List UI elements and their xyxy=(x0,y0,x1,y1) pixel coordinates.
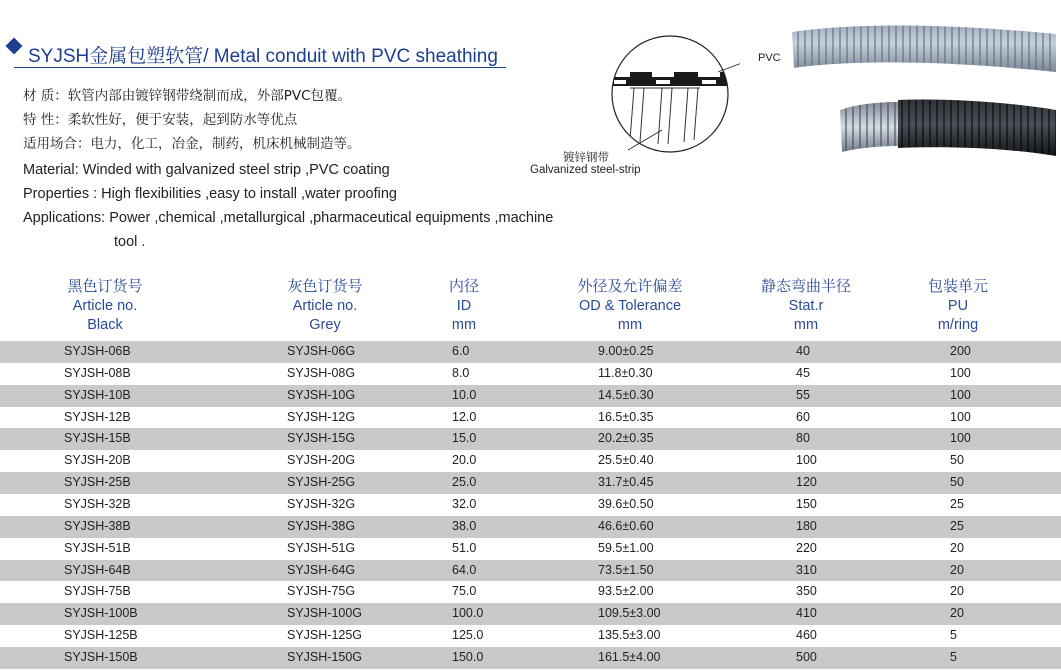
cell-od-tolerance: 39.6±0.50 xyxy=(598,497,654,512)
cell-od-tolerance: 46.6±0.60 xyxy=(598,518,654,533)
cell-id: 20.0 xyxy=(452,453,477,468)
header-pu xyxy=(898,277,1018,336)
cell-article-black: SYJSH-25B xyxy=(64,475,131,490)
cell-article-black: SYJSH-15B xyxy=(64,431,131,446)
header-en: ID xyxy=(456,297,472,314)
cell-article-grey: SYJSH-06G xyxy=(287,344,356,358)
header-article-grey xyxy=(250,277,400,336)
cell-id: 12.0 xyxy=(452,409,477,424)
header-en: Stat.r xyxy=(788,297,824,314)
cell-article-grey: SYJSH-100G xyxy=(287,606,363,621)
cell-id: 32.0 xyxy=(452,497,477,512)
cell-article-black: SYJSH-20B xyxy=(64,453,131,468)
cell-stat-r: 180 xyxy=(796,518,817,533)
cell-id: 10.0 xyxy=(452,387,477,402)
cell-article-grey: SYJSH-12G xyxy=(287,409,356,424)
cell-article-grey: SYJSH-25G xyxy=(287,475,356,490)
cell-stat-r: 150 xyxy=(796,497,817,512)
cell-od-tolerance: 14.5±0.30 xyxy=(598,387,654,402)
cell-pu: 100 xyxy=(950,387,971,402)
pvc-label: PVC xyxy=(758,52,781,64)
cell-od-tolerance: 16.5±0.35 xyxy=(598,409,654,424)
table-row xyxy=(0,647,1061,669)
cell-article-black: SYJSH-100B xyxy=(64,606,138,621)
cell-article-grey: SYJSH-32G xyxy=(287,497,356,512)
table-row xyxy=(0,407,1061,429)
cell-stat-r: 460 xyxy=(796,628,817,643)
cell-article-grey: SYJSH-75G xyxy=(287,584,356,599)
cell-pu: 20 xyxy=(950,540,964,555)
cell-pu: 20 xyxy=(950,562,964,577)
cell-stat-r: 100 xyxy=(796,453,817,468)
header-cn: 灰色订货号 xyxy=(287,277,363,295)
table-row xyxy=(0,494,1061,516)
cross-section-diagram xyxy=(600,30,740,158)
cell-stat-r: 310 xyxy=(796,562,817,577)
header-en: PU xyxy=(947,297,969,314)
cell-pu: 5 xyxy=(950,628,957,643)
cell-article-black: SYJSH-150B xyxy=(64,650,138,665)
header-cn: 静态弯曲半径 xyxy=(760,277,851,295)
cell-id: 150.0 xyxy=(452,650,484,665)
cell-article-grey: SYJSH-08G xyxy=(287,365,356,380)
cell-pu: 25 xyxy=(950,497,964,512)
cell-article-black: SYJSH-12B xyxy=(64,409,131,424)
title-underline xyxy=(14,67,506,68)
table-row xyxy=(0,428,1061,450)
cell-article-black: SYJSH-38B xyxy=(64,518,131,533)
table-row xyxy=(0,581,1061,603)
cell-article-black: SYJSH-125B xyxy=(64,628,138,643)
header-unit: mm xyxy=(617,317,643,333)
cell-od-tolerance: 25.5±0.40 xyxy=(598,453,654,468)
cell-od-tolerance: 9.00±0.25 xyxy=(598,344,654,358)
cell-stat-r: 55 xyxy=(796,387,810,402)
cell-pu: 50 xyxy=(950,475,964,490)
cell-id: 25.0 xyxy=(452,475,477,490)
cell-pu: 100 xyxy=(950,409,971,424)
header-stat-r xyxy=(741,277,871,336)
cell-od-tolerance: 11.8±0.30 xyxy=(598,365,653,380)
table-row xyxy=(0,450,1061,472)
cell-id: 125.0 xyxy=(452,628,484,643)
info-properties-cn: 特 性：柔软性好，便于安装，起到防水等优点 xyxy=(23,112,298,128)
cell-pu: 20 xyxy=(950,584,964,599)
cell-article-black: SYJSH-64B xyxy=(64,562,131,577)
cell-od-tolerance: 59.5±1.00 xyxy=(598,540,654,555)
header-cn: 黑色订货号 xyxy=(67,277,143,295)
cell-stat-r: 410 xyxy=(796,606,817,621)
cell-article-grey: SYJSH-20G xyxy=(287,453,356,468)
cell-article-grey: SYJSH-150G xyxy=(287,650,363,665)
info-material-cn: 材 质：软管内部由镀锌钢带绕制而成，外部PVC包覆。 xyxy=(23,88,352,104)
cell-stat-r: 350 xyxy=(796,584,817,599)
table-row xyxy=(0,560,1061,582)
header-od-tolerance xyxy=(545,277,715,336)
cell-od-tolerance: 93.5±2.00 xyxy=(598,584,654,599)
cell-stat-r: 220 xyxy=(796,540,817,555)
cell-pu: 100 xyxy=(950,431,971,446)
steel-strip-label-cn: 镀锌钢带 xyxy=(563,150,609,164)
header-cn: 包装单元 xyxy=(927,277,988,295)
cell-article-grey: SYJSH-64G xyxy=(287,562,356,577)
header-cn: 内径 xyxy=(448,277,479,295)
cell-od-tolerance: 73.5±1.50 xyxy=(598,562,654,577)
table-row xyxy=(0,341,1061,363)
cell-pu: 20 xyxy=(950,606,964,621)
cell-stat-r: 60 xyxy=(796,409,810,424)
header-unit: mm xyxy=(793,317,819,333)
cell-id: 38.0 xyxy=(452,518,477,533)
header-en: Article no. xyxy=(72,297,138,314)
cell-pu: 25 xyxy=(950,518,964,533)
grey-conduit-photo xyxy=(790,14,1058,78)
cell-id: 75.0 xyxy=(452,584,477,599)
header-article-black xyxy=(30,277,180,336)
table-row xyxy=(0,538,1061,560)
cell-stat-r: 45 xyxy=(796,365,810,380)
cell-pu: 5 xyxy=(950,650,957,665)
cell-article-grey: SYJSH-38G xyxy=(287,518,356,533)
diamond-bullet-icon xyxy=(6,38,23,55)
header-id xyxy=(414,277,514,336)
header-unit: Grey xyxy=(309,317,341,333)
info-applications-en: Applications: Power ,chemical ,metallurgical ,pharmaceutical equipments ,machine xyxy=(23,210,554,226)
table-row xyxy=(0,472,1061,494)
cell-stat-r: 40 xyxy=(796,344,810,358)
header-en: Article no. xyxy=(292,297,358,314)
cell-id: 15.0 xyxy=(452,431,477,446)
cell-article-grey: SYJSH-15G xyxy=(287,431,356,446)
cell-pu: 200 xyxy=(950,344,971,358)
info-applications-cn: 适用场合：电力，化工，冶金，制药，机床机械制造等。 xyxy=(23,136,361,152)
cell-od-tolerance: 161.5±4.00 xyxy=(598,650,661,665)
header-unit: m/ring xyxy=(937,317,979,333)
cell-article-black: SYJSH-08B xyxy=(64,365,131,380)
cell-article-black: SYJSH-32B xyxy=(64,497,131,512)
spec-table xyxy=(0,341,1061,669)
cell-article-black: SYJSH-75B xyxy=(64,584,131,599)
cell-id: 51.0 xyxy=(452,540,477,555)
info-material-en: Material: Winded with galvanized steel strip ,PVC coating xyxy=(23,162,390,178)
table-row xyxy=(0,385,1061,407)
page-title-block xyxy=(6,38,498,70)
cell-id: 100.0 xyxy=(452,606,484,621)
header-en: OD & Tolerance xyxy=(578,297,682,314)
cell-pu: 100 xyxy=(950,365,971,380)
cell-od-tolerance: 20.2±0.35 xyxy=(598,431,654,446)
black-conduit-photo xyxy=(838,96,1058,158)
table-row xyxy=(0,625,1061,647)
cell-article-grey: SYJSH-125G xyxy=(287,628,363,643)
page-title: SYJSH金属包塑软管/ Metal conduit with PVC sheathing xyxy=(28,46,498,67)
cell-article-black: SYJSH-51B xyxy=(64,540,131,555)
table-row xyxy=(0,516,1061,538)
cell-id: 64.0 xyxy=(452,562,477,577)
header-unit: mm xyxy=(451,317,477,333)
cell-stat-r: 80 xyxy=(796,431,810,446)
cell-id: 6.0 xyxy=(452,344,470,358)
cell-stat-r: 120 xyxy=(796,475,817,490)
cell-article-grey: SYJSH-10G xyxy=(287,387,356,402)
header-unit: Black xyxy=(87,317,123,333)
cell-pu: 50 xyxy=(950,453,964,468)
info-properties-en: Properties : High flexibilities ,easy to install ,water proofing xyxy=(23,186,397,202)
table-row xyxy=(0,363,1061,385)
cell-od-tolerance: 109.5±3.00 xyxy=(598,606,661,621)
steel-strip-label-en: Galvanized steel-strip xyxy=(530,164,641,176)
info-applications-en-cont: tool . xyxy=(114,234,146,250)
table-row xyxy=(0,603,1061,625)
cell-od-tolerance: 31.7±0.45 xyxy=(598,475,654,490)
cell-article-grey: SYJSH-51G xyxy=(287,540,356,555)
cell-article-black: SYJSH-06B xyxy=(64,344,131,358)
header-cn: 外径及允许偏差 xyxy=(577,277,683,295)
cell-od-tolerance: 135.5±3.00 xyxy=(598,628,661,643)
cell-stat-r: 500 xyxy=(796,650,817,665)
cell-article-black: SYJSH-10B xyxy=(64,387,131,402)
cell-id: 8.0 xyxy=(452,365,470,380)
